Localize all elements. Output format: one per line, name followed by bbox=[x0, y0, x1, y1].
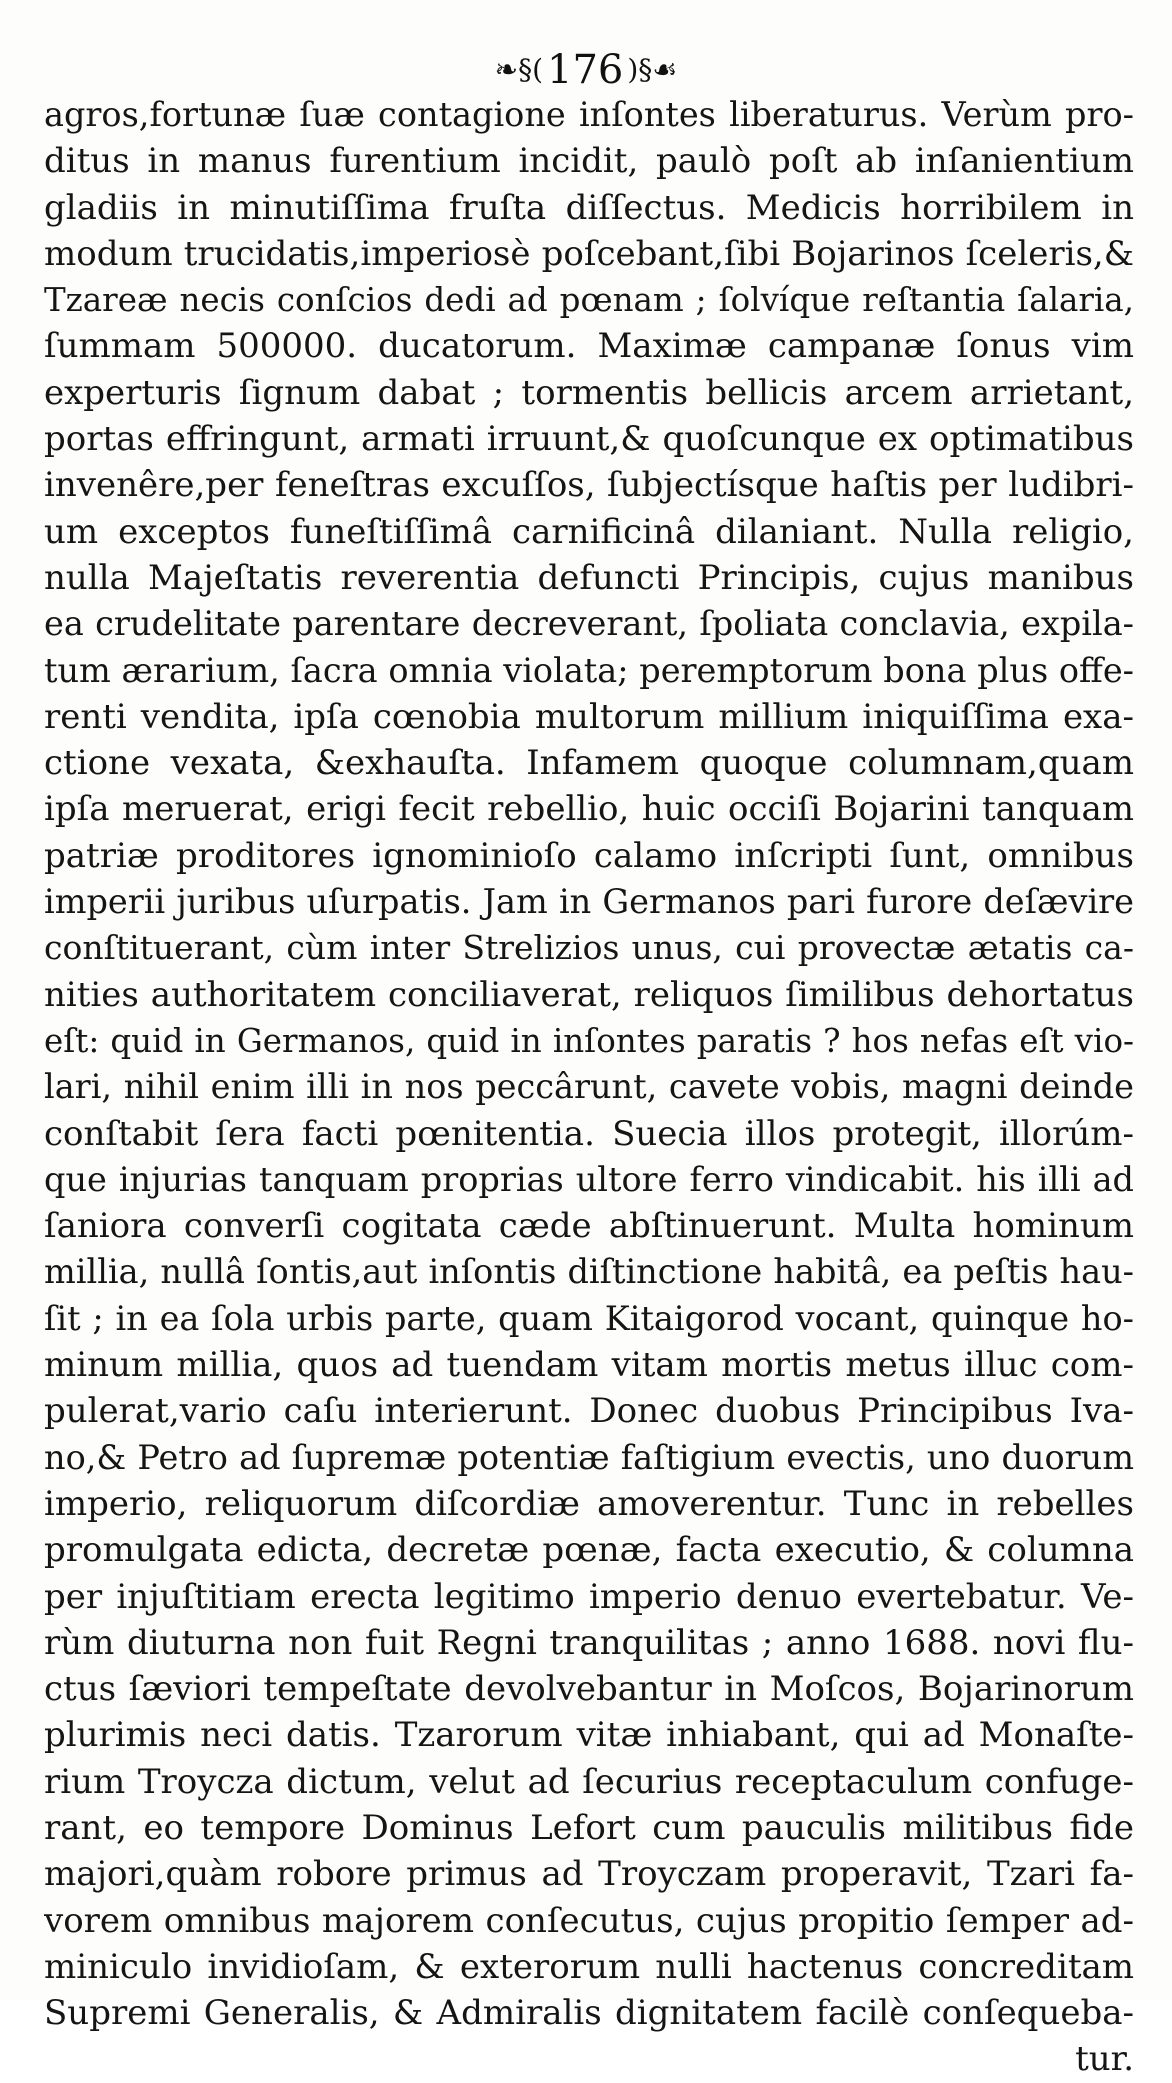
text-line: invenêre,per feneſtras excuſſos, ſubjectísque haſtis per ludibri- bbox=[44, 465, 1134, 506]
text-line: ditus in manus furentium incidit, paulò poſt ab inſanientium bbox=[44, 141, 1134, 182]
text-line: gladiis in minutiſſima fruſta diſſectus. Medicis horribilem in bbox=[44, 187, 1134, 228]
text-line: plurimis neci datis. Tzarorum vitæ inhiabant, qui ad Monaſte- bbox=[44, 1715, 1134, 1756]
text-line: rùm diuturna non fuit Regni tranquilitas ; anno 1688. novi flu- bbox=[44, 1622, 1134, 1663]
text-line: majori,quàm robore primus ad Troyczam properavit, Tzari fa- bbox=[44, 1854, 1134, 1895]
text-line: modum trucidatis,imperiosè poſcebant,ſibi Bojarinos ſceleris,& bbox=[44, 233, 1134, 274]
text-line: um exceptos funeſtiſſimâ carnificinâ dilaniant. Nulla religio, bbox=[44, 511, 1134, 552]
text-line: que injurias tanquam proprias ultore ferro vindicabit. his illi ad bbox=[44, 1159, 1134, 1199]
text-line: ſummam 500000. ducatorum. Maximæ campanæ ſonus vim bbox=[44, 326, 1134, 367]
text-line: ea crudelitate parentare decreverant, ſpoliata conclavia, expila- bbox=[44, 604, 1134, 644]
text-line: ctione vexata, &exhauſta. Infamem quoque columnam,quam bbox=[44, 743, 1134, 784]
text-line: no,& Petro ad ſupremæ potentiæ faſtigium evectis, uno duorum bbox=[44, 1437, 1134, 1477]
text-line: millia, nullâ ſontis,aut inſontis diſtinctione habitâ, ea peſtis hau- bbox=[44, 1252, 1134, 1292]
text-line: imperii juribus uſurpatis. Jam in Germanos pari furore deſævire bbox=[44, 882, 1134, 922]
text-line: miniculo invidioſam, & exterorum nulli hactenus concreditam bbox=[44, 1946, 1134, 1987]
body-text bbox=[44, 92, 1134, 2083]
text-line: ſit ; in ea ſola urbis parte, quam Kitaigorod vocant, quinque ho- bbox=[44, 1298, 1134, 1338]
text-line: Tzareæ necis conſcios dedi ad pœnam ; ſolvíque reſtantia ſalaria, bbox=[44, 281, 1134, 320]
text-line: rant, eo tempore Dominus Lefort cum pauculis militibus fide bbox=[44, 1807, 1134, 1848]
text-line: experturis ſignum dabat ; tormentis bellicis arcem arrietant, bbox=[44, 372, 1134, 413]
right-ornament: )§☙ bbox=[627, 53, 678, 86]
text-line: nities authoritatem conciliaverat, reliquos ſimilibus dehortatus bbox=[44, 974, 1134, 1015]
text-line: tur. bbox=[1075, 2039, 1134, 2080]
text-line: Supremi Generalis, & Admiralis dignitatem facilè conſequeba- bbox=[44, 1993, 1134, 2034]
text-line: vorem omnibus majorem conſecutus, cujus propitio ſemper ad- bbox=[44, 1900, 1134, 1941]
text-line: renti vendita, ipſa cœnobia multorum millium iniquiſſima exa- bbox=[44, 696, 1134, 737]
left-ornament: ❧§( bbox=[494, 53, 543, 86]
text-line: pulerat,vario caſu interierunt. Donec duobus Principibus Iva- bbox=[44, 1391, 1134, 1432]
text-line: ctus ſæviori tempeſtate devolvebantur in Moſcos, Bojarinorum bbox=[44, 1669, 1134, 1710]
text-line: ipſa meruerat, erigi fecit rebellio, huic occiſi Bojarini tanquam bbox=[44, 789, 1134, 830]
text-line: lari, nihil enim illi in nos peccârunt, cavete vobis, magni deinde bbox=[44, 1067, 1134, 1107]
text-line: imperio, reliquorum diſcordiæ amoverentur. Tunc in rebelles bbox=[44, 1483, 1134, 1524]
text-line: eſt: quid in Germanos, quid in inſontes paratis ? hos nefas eſt vio- bbox=[44, 1021, 1134, 1060]
text-line: promulgata edicta, decretæ pœnæ, facta executio, & columna bbox=[44, 1530, 1134, 1571]
text-line: patriæ proditores ignominioſo calamo inſcripti ſunt, omnibus bbox=[44, 835, 1134, 876]
text-line: portas effringunt, armati irruunt,& quoſcunque ex optimatibus bbox=[44, 419, 1134, 460]
text-line: ſaniora converſi cogitata cæde abſtinuerunt. Multa hominum bbox=[44, 1206, 1134, 1247]
text-line: conſtituerant, cùm inter Strelizios unus, cui provectæ ætatis ca- bbox=[44, 928, 1134, 968]
text-line: minum millia, quos ad tuendam vitam mortis metus illuc com- bbox=[44, 1345, 1134, 1386]
text-line: per injuſtitiam erecta legitimo imperio denuo evertebatur. Ve- bbox=[44, 1576, 1134, 1617]
page-number: 176 bbox=[547, 47, 624, 93]
text-line: agros,fortunæ ſuæ contagione inſontes liberaturus. Verùm pro- bbox=[44, 95, 1134, 134]
text-line: tum ærarium, ſacra omnia violata; peremptorum bona plus offe- bbox=[44, 650, 1134, 690]
page-header bbox=[0, 44, 1172, 99]
text-line: conſtabit ſera facti pœnitentia. Suecia illos protegit, illorúm- bbox=[44, 1113, 1134, 1154]
text-line: nulla Majeſtatis reverentia defuncti Principis, cujus manibus bbox=[44, 557, 1134, 598]
text-line: rium Troycza dictum, velut ad ſecurius receptaculum confuge- bbox=[44, 1761, 1134, 1802]
